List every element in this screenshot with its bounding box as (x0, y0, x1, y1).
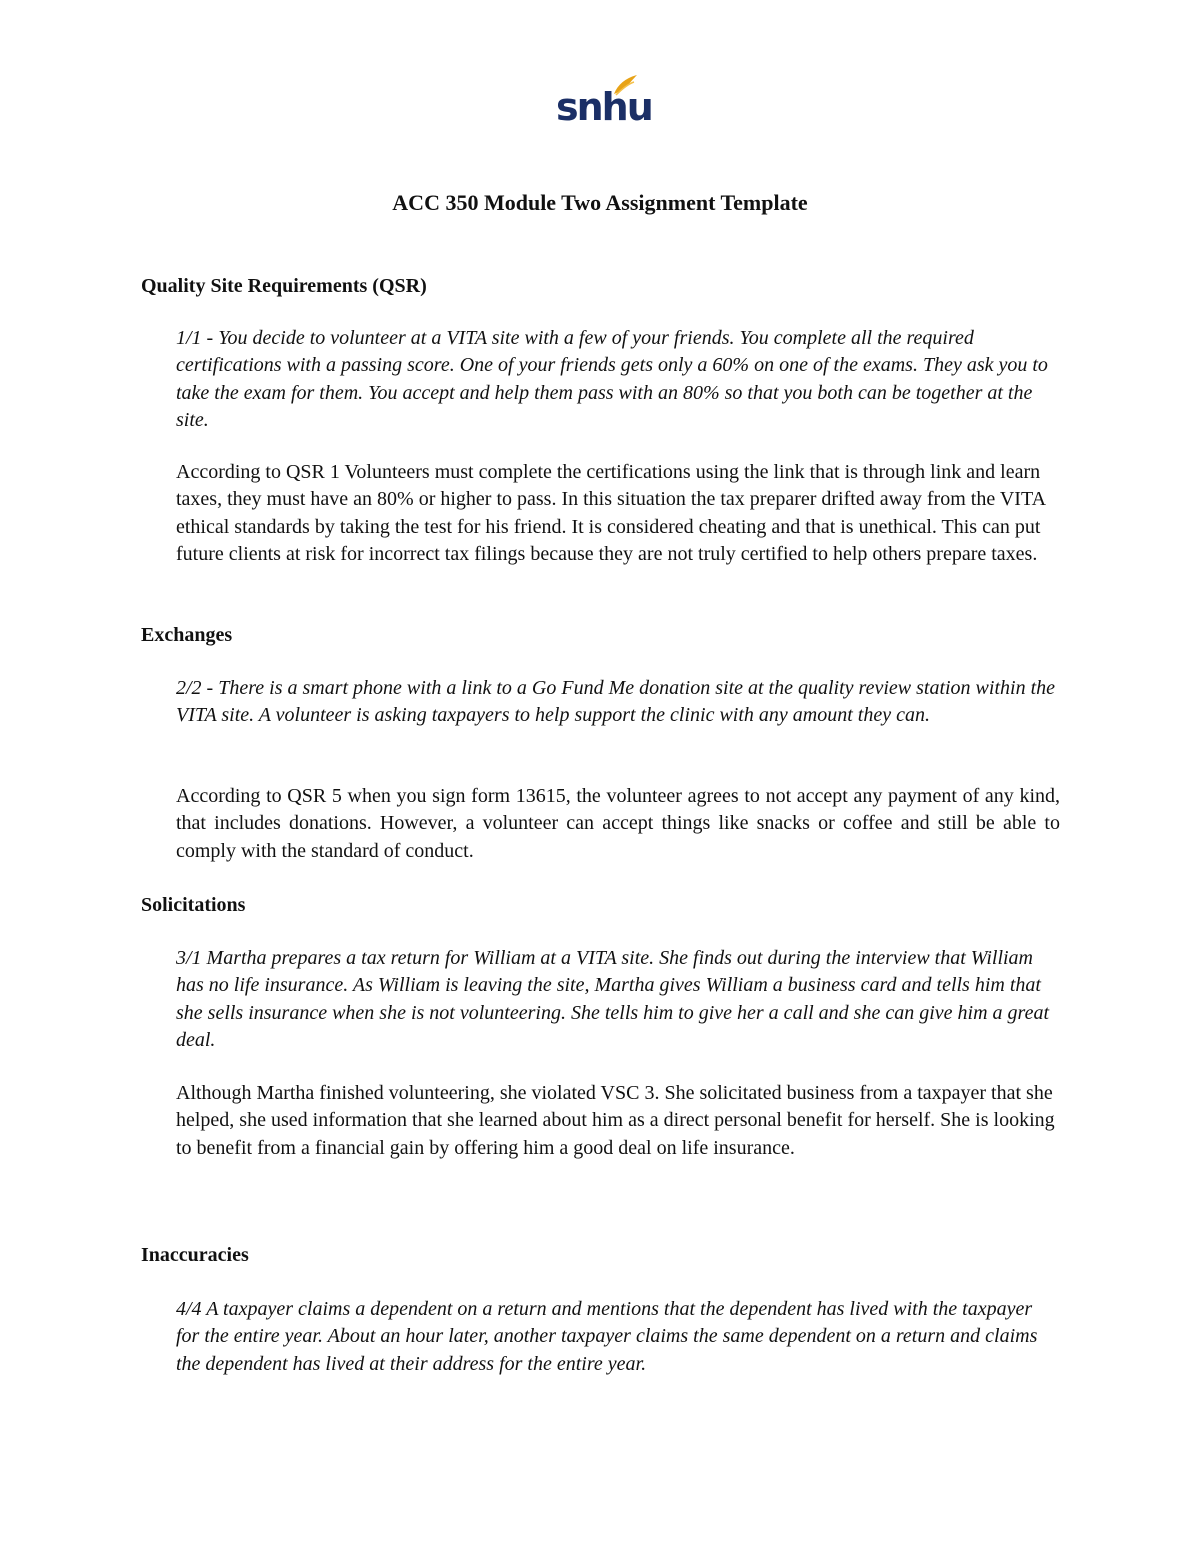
scenario-solicitations: 3/1 Martha prepares a tax return for William at a VITA site. She finds out during the interview that William has no life insurance. As William is leaving the site, Martha gives William a business card and tells him that she sells insurance when she is not volunteering. She tells him to give her a call and she can give him a great deal. (176, 947, 1049, 1051)
section-heading-qsr: Quality Site Requirements (QSR) (141, 275, 427, 297)
logo-wordmark: snhu (556, 85, 652, 129)
section-heading-solicitations: Solicitations (141, 894, 246, 916)
scenario-exchanges: 2/2 - There is a smart phone with a link to a Go Fund Me donation site at the quality review station within the VITA site. A volunteer is asking taxpayers to help support the clinic with any amount they can. (176, 677, 1056, 727)
response-solicitations: Although Martha finished volunteering, she violated VSC 3. She solicitated business from a taxpayer that she helped, she used information that she learned about him as a direct personal benefit for herself. She is looking to benefit from a financial gain by offering him a good deal on life insurance. (176, 1082, 1055, 1159)
scenario-inaccuracies: 4/4 A taxpayer claims a dependent on a return and mentions that the dependent has lived with the taxpayer for the entire year. About an hour later, another taxpayer claims the same dependent on a return and claims the dependent has lived at their address for the entire year. (176, 1298, 1038, 1375)
response-qsr: According to QSR 1 Volunteers must complete the certifications using the link that is through link and learn taxes, they must have an 80% or higher to pass. In this situation the tax preparer drifted away from the VITA ethical standards by taking the test for his friend. It is considered cheating and that is unethical. This can put future clients at risk for incorrect tax filings because they are not truly certified to help others prepare taxes. (176, 461, 1045, 565)
scenario-qsr: 1/1 - You decide to volunteer at a VITA site with a few of your friends. You complete all the required certifications with a passing score. One of your friends gets only a 60% on one of the exams. They ask you to take the exam for them. You accept and help them pass with an 80% so that you both can be together at the site. (176, 327, 1048, 431)
document-title: ACC 350 Module Two Assignment Template (392, 190, 808, 215)
response-exchanges: According to QSR 5 when you sign form 13615, the volunteer agrees to not accept any payment of any kind, that includes donations. However, a volunteer can accept things like snacks or coffee and still be able to comply with the standard of conduct. (176, 785, 1060, 862)
section-heading-inaccuracies: Inaccuracies (141, 1244, 249, 1266)
section-heading-exchanges: Exchanges (141, 624, 233, 646)
snhu-logo (556, 74, 652, 134)
